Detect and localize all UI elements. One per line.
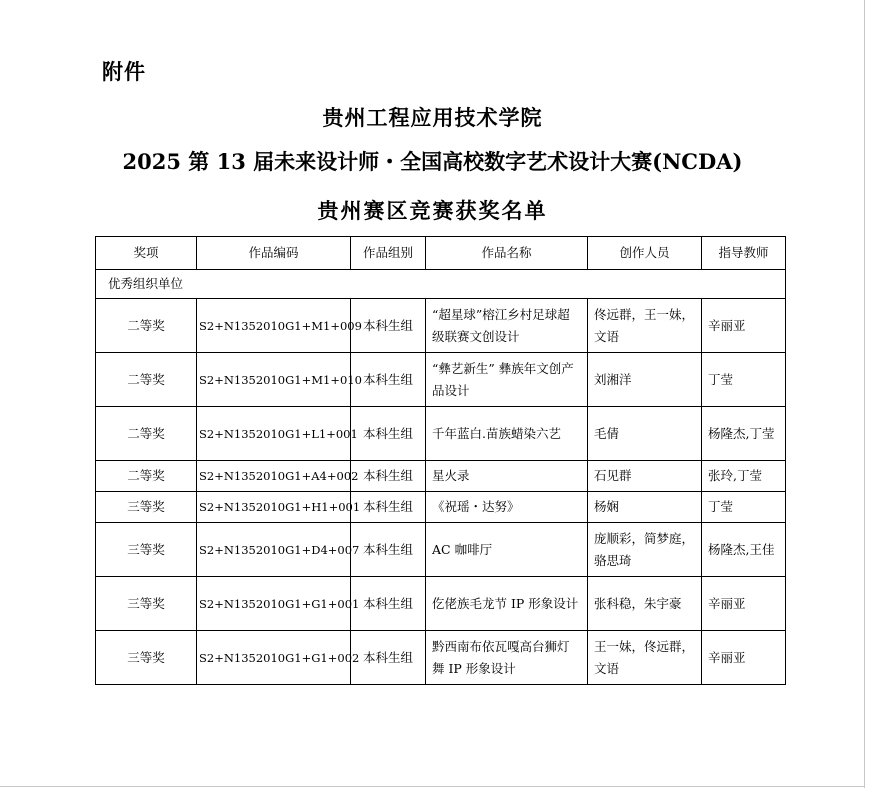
org-unit-row xyxy=(96,270,786,299)
cell-award: 二等奖 xyxy=(96,353,197,407)
cell-group: 本科生组 xyxy=(351,631,426,685)
cell-code: S2+N1352010G1+M1+009 xyxy=(197,299,351,353)
cell-group: 本科生组 xyxy=(351,353,426,407)
header-advisors: 指导教师 xyxy=(702,237,786,270)
header-group: 作品组别 xyxy=(351,237,426,270)
cell-group: 本科生组 xyxy=(351,523,426,577)
table-row xyxy=(96,461,786,492)
cell-code: S2+N1352010G1+H1+001 xyxy=(197,492,351,523)
cell-code: S2+N1352010G1+D4+007 xyxy=(197,523,351,577)
table-row xyxy=(96,353,786,407)
cell-advisors: 张玲,丁莹 xyxy=(702,461,786,492)
cell-award: 二等奖 xyxy=(96,407,197,461)
title-list-name: 贵州赛区竞赛获奖名单 xyxy=(317,198,548,223)
cell-advisors: 辛丽亚 xyxy=(702,299,786,353)
cell-award: 三等奖 xyxy=(96,492,197,523)
cell-code: S2+N1352010G1+G1+001 xyxy=(197,577,351,631)
title-institution: 贵州工程应用技术学院 xyxy=(322,105,543,130)
cell-creators: 庞顺彩，简梦庭，骆思琦 xyxy=(588,523,702,577)
org-unit-label: 优秀组织单位 xyxy=(96,270,786,299)
cell-advisors: 杨隆杰,王佳 xyxy=(702,523,786,577)
table-row xyxy=(96,492,786,523)
cell-advisors: 辛丽亚 xyxy=(702,631,786,685)
table-row xyxy=(96,299,786,353)
cell-code: S2+N1352010G1+G1+002 xyxy=(197,631,351,685)
cell-award: 二等奖 xyxy=(96,299,197,353)
cell-work-name: 星火录 xyxy=(426,461,588,492)
awards-table xyxy=(95,236,786,685)
header-work-name: 作品名称 xyxy=(426,237,588,270)
cell-work-name: 仡佬族毛龙节 IP 形象设计 xyxy=(426,577,588,631)
cell-creators: 佟远群，王一妹，文语 xyxy=(588,299,702,353)
cell-work-name: “超星球”榕江乡村足球超级联赛文创设计 xyxy=(426,299,588,353)
table-row xyxy=(96,631,786,685)
cell-group: 本科生组 xyxy=(351,577,426,631)
title-competition: 2025 第 13 届未来设计师・全国高校数字艺术设计大赛(NCDA) xyxy=(122,149,743,174)
header-code: 作品编码 xyxy=(197,237,351,270)
cell-work-name: 《祝瑶・达努》 xyxy=(426,492,588,523)
cell-work-name: 千年蓝白.苗族蜡染六艺 xyxy=(426,407,588,461)
cell-award: 二等奖 xyxy=(96,461,197,492)
cell-award: 三等奖 xyxy=(96,523,197,577)
attachment-label: 附件 xyxy=(102,59,146,84)
cell-creators: 杨娴 xyxy=(588,492,702,523)
cell-group: 本科生组 xyxy=(351,299,426,353)
page-edge-bottom xyxy=(0,786,865,787)
table-row xyxy=(96,407,786,461)
cell-advisors: 杨隆杰,丁莹 xyxy=(702,407,786,461)
table-header-row xyxy=(96,237,786,270)
cell-advisors: 丁莹 xyxy=(702,492,786,523)
table-row xyxy=(96,577,786,631)
header-creators: 创作人员 xyxy=(588,237,702,270)
cell-creators: 张科稳，朱宇豪 xyxy=(588,577,702,631)
cell-creators: 石见群 xyxy=(588,461,702,492)
table-row xyxy=(96,523,786,577)
cell-advisors: 辛丽亚 xyxy=(702,577,786,631)
cell-work-name: AC 咖啡厅 xyxy=(426,523,588,577)
cell-code: S2+N1352010G1+A4+002 xyxy=(197,461,351,492)
cell-group: 本科生组 xyxy=(351,461,426,492)
cell-group: 本科生组 xyxy=(351,492,426,523)
cell-work-name: 黔西南布依瓦嘎高台狮灯舞 IP 形象设计 xyxy=(426,631,588,685)
header-award: 奖项 xyxy=(96,237,197,270)
cell-code: S2+N1352010G1+L1+001 xyxy=(197,407,351,461)
cell-creators: 王一妹，佟远群，文语 xyxy=(588,631,702,685)
cell-award: 三等奖 xyxy=(96,577,197,631)
cell-work-name: “彝艺新生” 彝族年文创产品设计 xyxy=(426,353,588,407)
cell-code: S2+N1352010G1+M1+010 xyxy=(197,353,351,407)
cell-creators: 毛倩 xyxy=(588,407,702,461)
cell-award: 三等奖 xyxy=(96,631,197,685)
cell-creators: 刘湘洋 xyxy=(588,353,702,407)
cell-group: 本科生组 xyxy=(351,407,426,461)
cell-advisors: 丁莹 xyxy=(702,353,786,407)
